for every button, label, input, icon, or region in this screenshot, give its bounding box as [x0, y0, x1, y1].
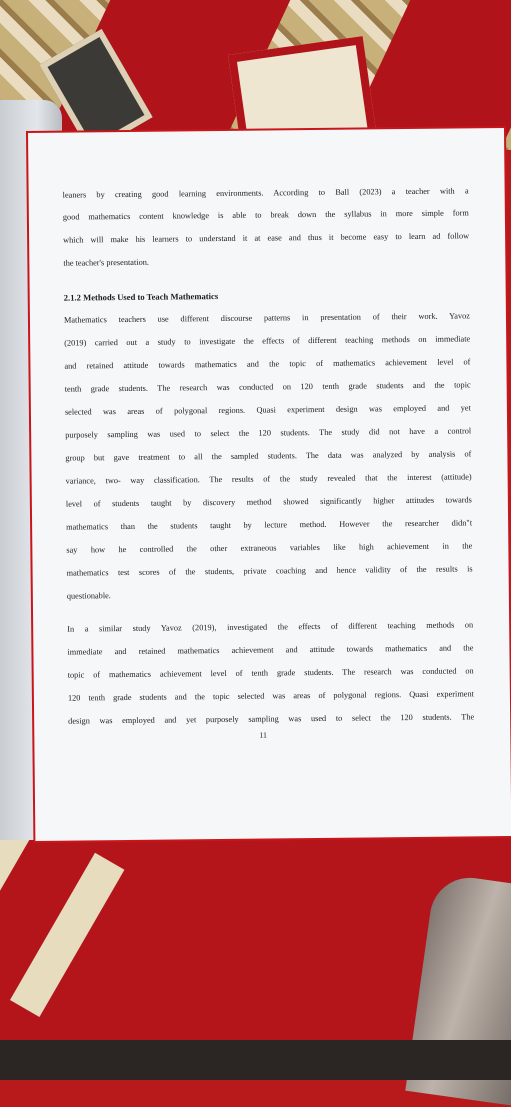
text-line: 120 tenth grade students and the topic selected was areas of polygonal regions. Quasi experiment [67, 689, 474, 703]
text-line: leaners by creating good learning environments. According to Ball (2023) a teacher with a [62, 186, 469, 200]
text-line: Mathematics teachers use different discourse patterns in presentation of their work. Yavoz [63, 311, 470, 325]
text-line: mathematics than the students taught by lecture method. However the researcher didn"t [66, 518, 473, 532]
text-line: tenth grade students. The research was conducted on 120 tenth grade students and the topic [64, 380, 471, 394]
text-line: level of students taught by discovery method showed significantly higher attitudes towards [65, 495, 472, 509]
text-line: say how he controlled the other extraneous variables like high achievement in the [66, 541, 473, 555]
text-line: and retained attitude towards mathematics and the topic of mathematics achievement level of [64, 357, 471, 371]
text-line: topic of mathematics achievement level of tenth grade students. The research was conducted on [67, 666, 474, 680]
floor-shadow [0, 1040, 511, 1080]
text-line: mathematics test scores of the students, private coaching and hence validity of the results is [66, 564, 473, 578]
text-line: purposely sampling was used to select the 120 students. The study did not have a control [65, 426, 472, 440]
text-line: (2019) carried out a study to investigate the effects of different teaching methods on immediate [64, 334, 471, 348]
page-number: 11 [259, 730, 268, 740]
text-line: variance, two- way classification. The results of the study revealed that the interest (attitude) [65, 472, 472, 486]
book-page [28, 128, 511, 841]
text-line: which will make his learners to understand it at ease and thus it become easy to learn ad follow [63, 231, 470, 245]
text-line: selected was areas of polygonal regions. Quasi experiment design was employed and yet [64, 403, 471, 417]
section-heading: 2.1.2 Methods Used to Teach Mathematics [63, 291, 219, 303]
text-line: In a similar study Yavoz (2019), investigated the effects of different teaching methods on [67, 620, 474, 634]
text-line: group but gave treatment to all the sampled students. The data was analyzed by analysis of [65, 449, 472, 463]
text-line: immediate and retained mathematics achievement and attitude towards mathematics and the [67, 643, 474, 657]
text-line: design was employed and yet purposely sampling was used to select the 120 students. The [68, 712, 475, 726]
text-line: questionable. [66, 591, 111, 601]
text-line: good mathematics content knowledge is able to break down the syllabus in more simple form [62, 208, 469, 222]
text-line: the teacher's presentation. [63, 257, 149, 268]
